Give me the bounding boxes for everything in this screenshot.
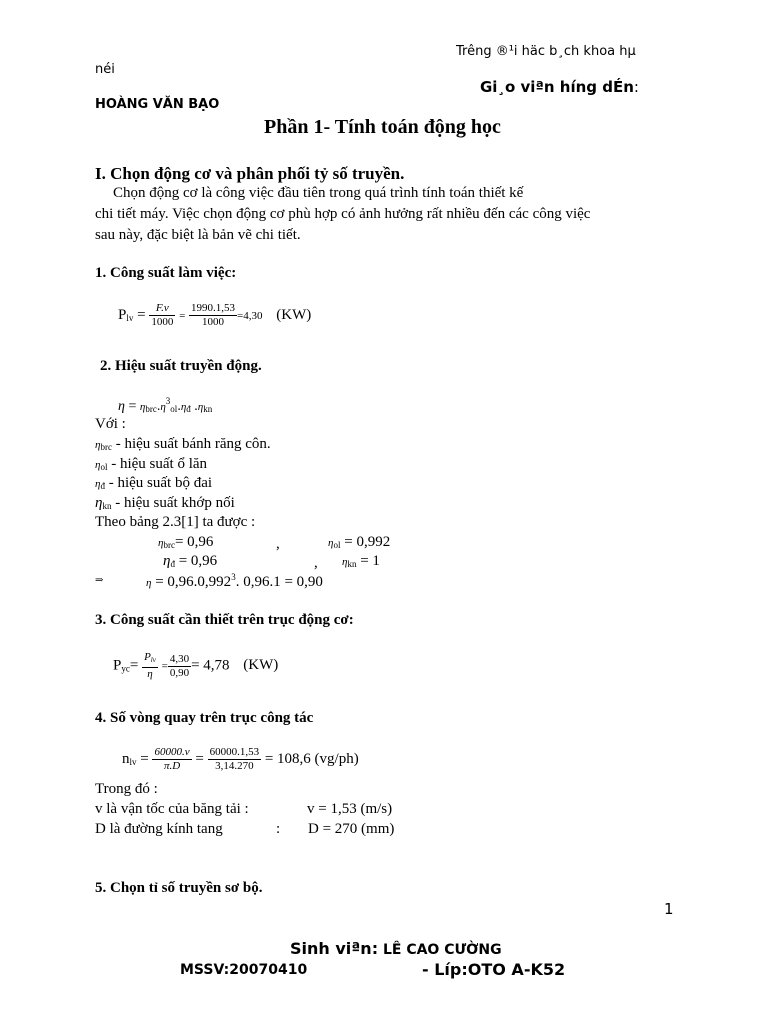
- fraction: [189, 302, 237, 329]
- efficiency-value: [163, 553, 217, 570]
- subsection-heading: 2. Hiệu suất truyền động.: [100, 358, 262, 374]
- formula-subscript: kn: [347, 559, 357, 569]
- formula-superscript: 3: [231, 572, 236, 582]
- fraction: [152, 746, 191, 773]
- formula-equals: =: [129, 657, 139, 674]
- fraction: [168, 653, 191, 680]
- formula-subscript: lv: [150, 656, 156, 664]
- efficiency-value-text: = 0,992: [340, 534, 391, 550]
- formula-superscript: 3: [165, 396, 171, 406]
- student-class: - Líp:OTO A-K52: [422, 960, 566, 979]
- separator-comma: ,: [314, 555, 318, 571]
- school-name-line1: Trêng ®¹i häc b¸ch khoa hµ: [456, 44, 636, 59]
- formula-subscript: lv: [129, 756, 137, 767]
- student-label: Sinh viªn:: [290, 939, 379, 958]
- efficiency-value-text: = 1: [356, 553, 380, 569]
- formula-subscript: brc: [100, 442, 112, 452]
- efficiency-item-text: - hiệu suất ổ lăn: [107, 456, 208, 472]
- formula-power-work: [118, 302, 311, 329]
- student-line: [290, 939, 502, 958]
- efficiency-item: [95, 456, 207, 473]
- formula-subscript: lv: [126, 312, 134, 323]
- variable-definition: v là vận tốc của băng tải :: [95, 801, 249, 817]
- paragraph-line: chi tiết máy. Việc chọn động cơ phù hợp có ảnh hưởng rất nhiều đến các công việc: [95, 206, 591, 222]
- subsection-heading: 1. Công suất làm việc:: [95, 265, 237, 281]
- formula-unit: (KW): [243, 657, 279, 674]
- efficiency-value: [328, 534, 390, 551]
- subsection-heading: 3. Công suất cần thiết trên trục động cơ:: [95, 612, 354, 628]
- efficiency-result: [146, 572, 323, 591]
- efficiency-item: [95, 495, 235, 512]
- paragraph-line: Chọn động cơ là công việc đầu tiên trong quá trình tính toán thiết kế: [113, 185, 524, 201]
- fraction-numerator: F.v: [149, 302, 175, 316]
- paragraph-line: sau này, đặc biệt là bản vẽ chi tiết.: [95, 227, 301, 243]
- eta-symbol: η: [95, 459, 101, 471]
- variable-colon: :: [276, 821, 281, 837]
- formula-result: = 4,78: [191, 657, 230, 674]
- school-name-line2: néi: [95, 62, 115, 77]
- eta-symbol: η: [146, 577, 152, 589]
- efficiency-item-text: - hiệu suất bộ đai: [104, 475, 213, 491]
- eta-symbol: η: [328, 537, 334, 549]
- eta-symbol: η: [180, 401, 187, 413]
- teacher-label-text: Gi¸o viªn híng dÉn: [480, 78, 634, 96]
- formula-subscript: ol: [100, 462, 108, 472]
- efficiency-item-text: - hiệu suất khớp nối: [111, 495, 235, 511]
- formula-equals: =: [124, 399, 140, 414]
- fraction-numerator: 60000.v: [154, 746, 190, 758]
- fraction-denominator: 1000: [202, 316, 225, 328]
- section-heading: I. Chọn động cơ và phân phối tỷ số truyền.: [95, 164, 405, 183]
- formula-dot: .: [177, 399, 181, 414]
- formula-equals: =: [137, 306, 146, 323]
- eta-symbol: η: [197, 401, 204, 413]
- fraction-denominator: 1000: [151, 316, 174, 328]
- formula-symbol: n: [122, 750, 130, 767]
- eta-symbol: η: [118, 399, 125, 414]
- formula-subscript: ol: [333, 540, 341, 550]
- fraction-numerator: 1990.1,53: [191, 302, 236, 314]
- formula-equals: =: [179, 309, 186, 322]
- table-reference: Theo bảng 2.3[1] ta được :: [95, 514, 256, 530]
- fraction: [208, 746, 262, 773]
- teacher-label-colon: :: [633, 78, 639, 96]
- student-id: MSSV:20070410: [180, 962, 308, 978]
- page-title: Phần 1- Tính toán động học: [264, 116, 501, 138]
- eta-symbol: η: [158, 537, 164, 549]
- eta-symbol: η: [95, 478, 101, 490]
- formula-equals: =: [195, 750, 208, 767]
- fraction: [142, 651, 158, 681]
- formula-symbol: P: [118, 306, 127, 323]
- efficiency-value: [158, 534, 213, 551]
- eta-symbol: η: [160, 401, 166, 413]
- fraction-numerator: 4,30: [169, 652, 190, 665]
- formula-efficiency: [118, 396, 212, 415]
- formula-equals: =: [136, 750, 153, 767]
- fraction-denominator: π.D: [163, 760, 181, 772]
- formula-result: =4,30: [237, 309, 263, 322]
- efficiency-value-text: = 0,96: [174, 553, 218, 569]
- formula-result: = 108,6 (vg/ph): [264, 750, 359, 767]
- formula-subscript: đ: [170, 559, 175, 569]
- efficiency-item: [95, 436, 271, 453]
- eta-symbol: η: [342, 556, 348, 568]
- fraction-denominator: 0,90: [169, 666, 190, 679]
- formula-dot: .: [190, 399, 198, 414]
- efficiency-value-text: = 0,96: [174, 534, 214, 550]
- efficiency-item-text: - hiệu suất bánh răng côn.: [111, 436, 271, 452]
- subsection-heading: 4. Số vòng quay trên trục công tác: [95, 710, 314, 726]
- efficiency-value: [342, 553, 380, 570]
- formula-power-required: [113, 651, 278, 681]
- implies-arrow-icon: ⇒: [95, 575, 104, 586]
- fraction-denominator: 3,14.270: [215, 760, 254, 772]
- eta-symbol: η: [95, 495, 103, 511]
- formula-subscript: brc: [163, 540, 175, 550]
- student-name: LÊ CAO CƯỜNG: [378, 942, 502, 958]
- formula-subscript: kn: [102, 501, 112, 511]
- efficiency-result-text: . 0,96.1 = 0,90: [235, 574, 323, 590]
- teacher-label: [480, 78, 639, 96]
- eta-symbol: η: [139, 401, 146, 413]
- formula-subscript: ol: [170, 404, 178, 414]
- formula-subscript: yc: [121, 663, 130, 674]
- formula-unit: (KW): [276, 306, 312, 323]
- fraction-numerator-symbol: P: [144, 651, 151, 663]
- formula-equals: =: [161, 660, 168, 673]
- formula-subscript: brc: [145, 404, 157, 414]
- separator-comma: ,: [276, 536, 280, 552]
- formula-subscript: kn: [203, 404, 213, 414]
- efficiency-item: [95, 475, 212, 492]
- variable-value: v = 1,53 (m/s): [307, 801, 393, 817]
- formula-subscript: đ: [100, 481, 105, 491]
- page-number: 1: [664, 900, 674, 918]
- subsection-heading: 5. Chọn tỉ số truyền sơ bộ.: [95, 880, 263, 896]
- efficiency-result-text: = 0,96.0,992: [151, 574, 232, 590]
- formula-dot: .: [156, 399, 161, 414]
- formula-symbol: P: [113, 657, 122, 674]
- fraction: [149, 302, 175, 329]
- eta-symbol: η: [95, 439, 101, 451]
- formula-rotation-speed: [122, 746, 359, 773]
- fraction-numerator: [142, 651, 158, 668]
- fraction-denominator: η: [147, 668, 153, 680]
- variable-definition: D là đường kính tang: [95, 821, 223, 837]
- teacher-name: HOÀNG VĂN BẠO: [95, 97, 220, 112]
- where-label: Trong đó :: [95, 781, 158, 797]
- formula-subscript: đ: [186, 404, 191, 414]
- variable-value: D = 270 (mm): [308, 821, 395, 837]
- fraction-numerator: 60000.1,53: [209, 746, 260, 758]
- eta-symbol: η: [163, 553, 171, 569]
- with-label: Với :: [95, 416, 126, 432]
